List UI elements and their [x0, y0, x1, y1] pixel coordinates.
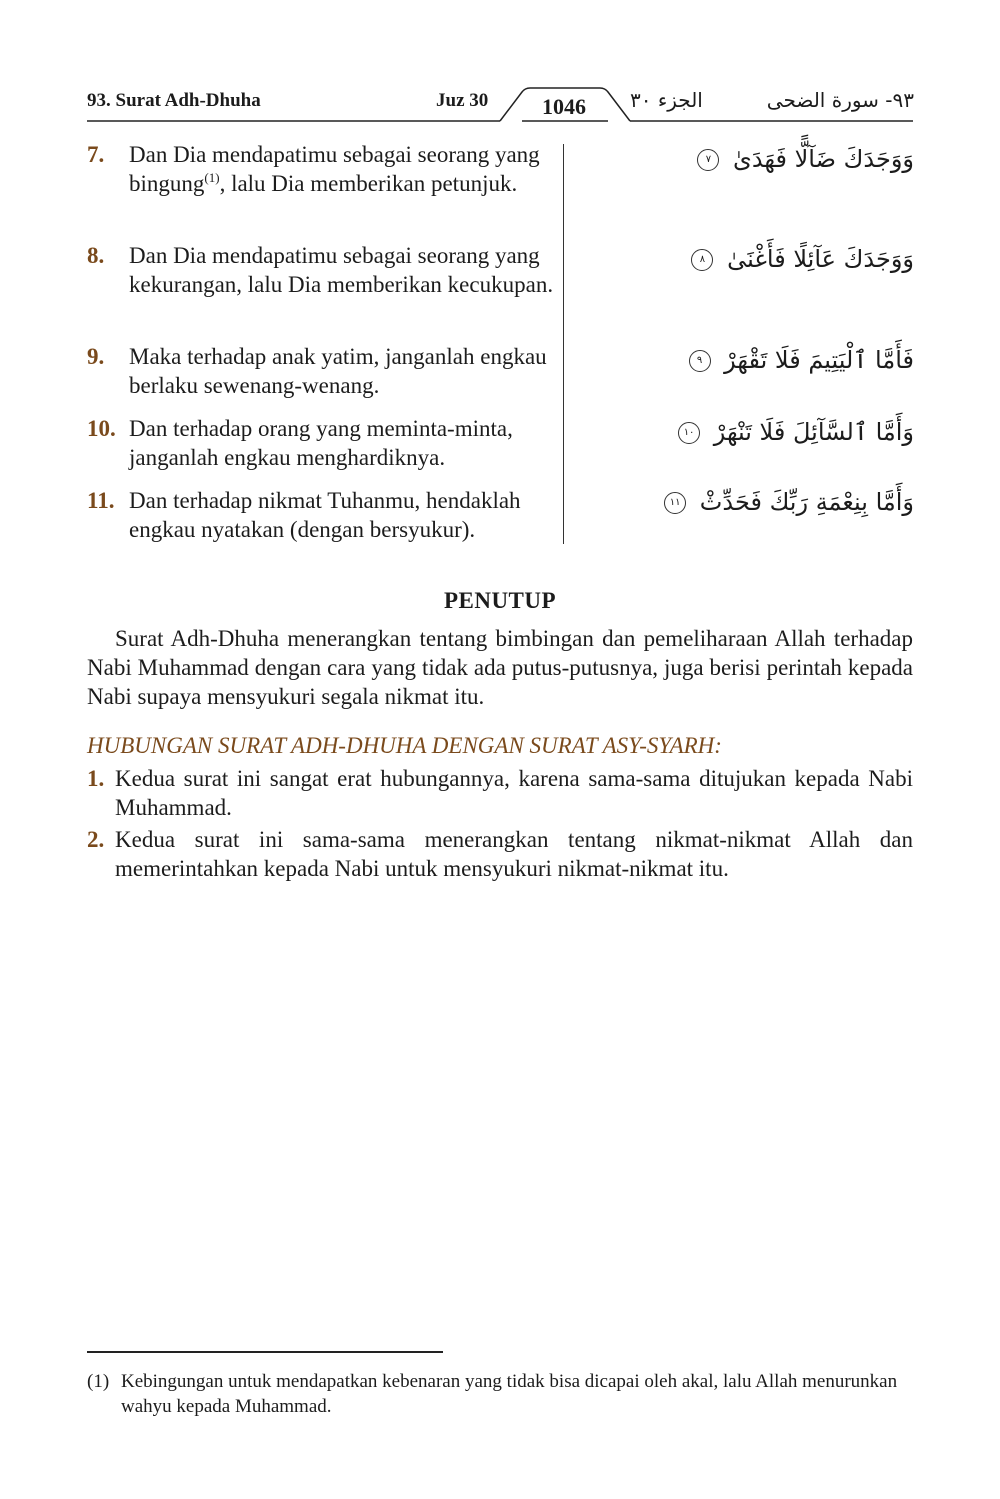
- column-divider: [563, 144, 564, 544]
- verse-11: [87, 486, 557, 544]
- page-number: 1046: [542, 94, 586, 119]
- footnote: [87, 1369, 913, 1419]
- header-juz-arabic: الجزء ٣٠: [630, 88, 703, 112]
- relation-item-number: 1.: [87, 766, 105, 791]
- verse-number: 8.: [87, 243, 105, 268]
- relation-item-text: Kedua surat ini sama-sama menerangkan tentang nikmat-nikmat Allah dan memerintahkan kepada Nabi untuk mensyukuri nikmat-nikmat itu.: [115, 827, 913, 881]
- verse-translation: Maka terhadap anak yatim, janganlah engkau berlaku sewenang-wenang.: [129, 344, 547, 398]
- verse-8-arabic: وَوَجَدَكَ عَآئِلًا فَأَغْنَىٰ ٨: [691, 245, 914, 273]
- verse-8: [87, 241, 557, 299]
- footnote-ref[interactable]: (1): [204, 170, 220, 185]
- header-juz-label: Juz 30: [436, 90, 489, 111]
- ayah-end-marker: ٧: [697, 149, 719, 171]
- verse-number: 9.: [87, 344, 105, 369]
- closing-body: Surat Adh-Dhuha menerangkan tentang bimbingan dan pemeliharaan Allah terhadap Nabi Muhammad dengan cara yang tidak ada putus-putusnya, juga berisi perintah kepada Nabi supaya mensyukuri segala nikmat itu.: [87, 626, 913, 709]
- verse-translation: Dan Dia mendapatimu sebagai seorang yang bingung$^{(1)}$, lalu Dia memberikan petunjuk.: [129, 142, 540, 196]
- footnote-number: (1): [87, 1371, 110, 1392]
- verse-number: 7.: [87, 142, 105, 167]
- relation-item-number: 2.: [87, 827, 105, 852]
- verse-10: [87, 414, 557, 472]
- ayah-end-marker: ٨: [691, 249, 713, 271]
- footnote-text: Kebingungan untuk mendapatkan kebenaran yang tidak bisa dicapai oleh akal, lalu Allah menurunkan wahyu kepada Muhammad.: [121, 1371, 898, 1417]
- relation-item-text: Kedua surat ini sangat erat hubungannya, karena sama-sama ditujukan kepada Nabi Muhammad.: [115, 766, 913, 820]
- verse-7-arabic: وَوَجَدَكَ ضَآلًّا فَهَدَىٰ ٧: [697, 145, 914, 173]
- verse-9: [87, 342, 557, 400]
- verse-11-arabic: وَأَمَّا بِنِعْمَةِ رَبِّكَ فَحَدِّثْ ١١: [664, 488, 914, 516]
- ayah-end-marker: ١٠: [678, 422, 700, 444]
- verse-7: [87, 140, 557, 198]
- header-rule: [0, 0, 1000, 140]
- relation-title: HUBUNGAN SURAT ADH-DHUHA DENGAN SURAT ASY-SYARH:: [87, 733, 722, 758]
- verse-number: 11.: [87, 488, 115, 513]
- header-surah-label: 93. Surat Adh-Dhuha: [87, 90, 261, 111]
- ayah-end-marker: ١١: [664, 492, 686, 514]
- verse-translation: Dan terhadap orang yang meminta-minta, janganlah engkau menghardiknya.: [129, 416, 513, 470]
- verse-9-arabic: فَأَمَّا ٱلْيَتِيمَ فَلَا تَقْهَرْ ٩: [689, 346, 914, 374]
- header-surah-arabic: ٩٣- سورة الضحى: [766, 88, 914, 112]
- verse-translation: Dan terhadap nikmat Tuhanmu, hendaklah engkau nyatakan (dengan bersyukur).: [129, 488, 521, 542]
- verse-10-arabic: وَأَمَّا ٱلسَّآئِلَ فَلَا تَنْهَرْ ١٠: [678, 418, 914, 446]
- footnote-rule: [87, 1351, 443, 1353]
- ayah-end-marker: ٩: [689, 350, 711, 372]
- relation-item-1: [87, 764, 913, 822]
- closing-title: PENUTUP: [443, 588, 557, 613]
- relation-item-2: [87, 825, 913, 883]
- verse-number: 10.: [87, 416, 116, 441]
- verse-translation: Dan Dia mendapatimu sebagai seorang yang kekurangan, lalu Dia memberikan kecukupan.: [129, 243, 554, 297]
